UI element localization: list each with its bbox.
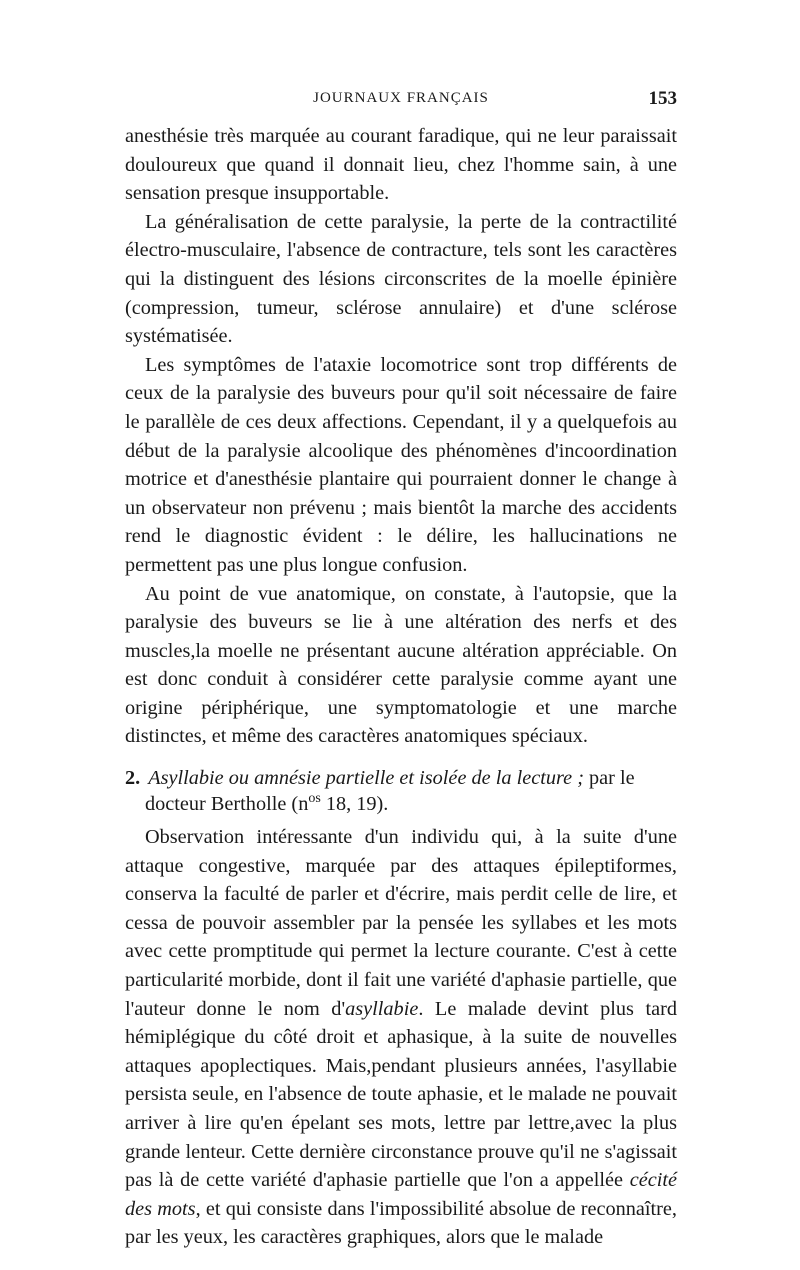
section-ref-abbrev: n — [298, 793, 309, 816]
running-head — [125, 88, 677, 116]
page — [125, 88, 677, 1252]
section-heading — [125, 765, 677, 817]
paragraph-observation — [125, 823, 677, 1252]
paragraph-ataxie: Les symptômes de l'ataxie locomotrice sont trop différents de ceux de la paralysie des buveurs pour qu'il soit nécessaire de faire le parallèle de ces deux affections. Cependant, il y a quelquefois au début de la paralysie alcoolique des phénomènes d'incoordination motrice et d'anesthésie plantaire qui pourraient donner le change à un observateur non prévenu ; mais bientôt la marche des accidents rend le diagnostic évident : le délire, les hallucinations ne permettent pas une plus longue confusion. — [125, 353, 677, 576]
observation-text-1: Observation intéressante d'un individu qui, à la suite d'une attaque congestive, marquée par des attaques épileptiformes, conserva la faculté de parler et d'écrire, mais perdit celle de lire, et cessa de pouvoir assembler par la pensée les syllabes et les mots avec cette promptitude qui permet la lecture courante. C'est à cette particularité morbide, dont il fait une variété d'aphasie partielle, que l'auteur donne le nom d' — [125, 826, 677, 1020]
section-number: 2. — [125, 767, 141, 790]
section-ref-superscript: os — [308, 791, 321, 807]
section-ref-numbers: 18, 19). — [320, 793, 389, 816]
running-title: JOURNAUX FRANÇAIS — [313, 90, 489, 106]
paragraph-generalisation: La généralisation de cette paralysie, la perte de la contractilité électro-musculaire, l'absence de contracture, tels sont les caractères qui la distinguent des lésions circonscrites de la moelle épinière (compression, tumeur, sclérose annulaire) et d'une sclérose systématisée. — [125, 210, 677, 348]
section-author-prefix: par le docteur Bertholle ( — [145, 767, 635, 816]
paragraph-anatomique: Au point de vue anatomique, on constate, à l'autopsie, que la paralysie des buveurs se lie à une altération des nerfs et des muscles,la moelle ne présentant aucune altération appréciable. On est donc conduit à considérer cette paralysie comme ayant une origine périphérique, une symptomatologie et une marche distinctes, et même des caractères anatomiques spéciaux. — [125, 582, 677, 748]
observation-text-2: . Le malade devint plus tard hémiplégique du côté droit et aphasique, à la suite de nouvelles attaques apoplectiques. Mais,pendant plusieurs années, l'asyllabie persista seule, en l'absence de toute aphasie, et le malade ne pouvait arriver à lire qu'en épelant ses mots, lettre par lettre,avec la plus grande lenteur. Cette dernière circonstance prouve qu'il ne s'agissait pas là de cette variété d'aphasie partielle que l'on a appellée — [125, 997, 678, 1192]
term-asyllabie: asyllabie — [345, 997, 419, 1020]
term-cecite-des-mots: cécité des mots — [125, 1169, 677, 1220]
section-title: Asyllabie ou amnésie partielle et isolée de la lecture ; — [148, 767, 584, 790]
paragraph-continuation: anesthésie très marquée au courant faradique, qui ne leur paraissait douloureux que quand il donnait lieu, chez l'homme sain, à une sensation presque insupportable. — [125, 125, 677, 205]
page-number: 153 — [648, 88, 677, 109]
observation-text-3: , et qui consiste dans l'impossibilité absolue de reconnaître, par les yeux, les caractères graphiques, alors que le malade — [125, 1197, 677, 1249]
